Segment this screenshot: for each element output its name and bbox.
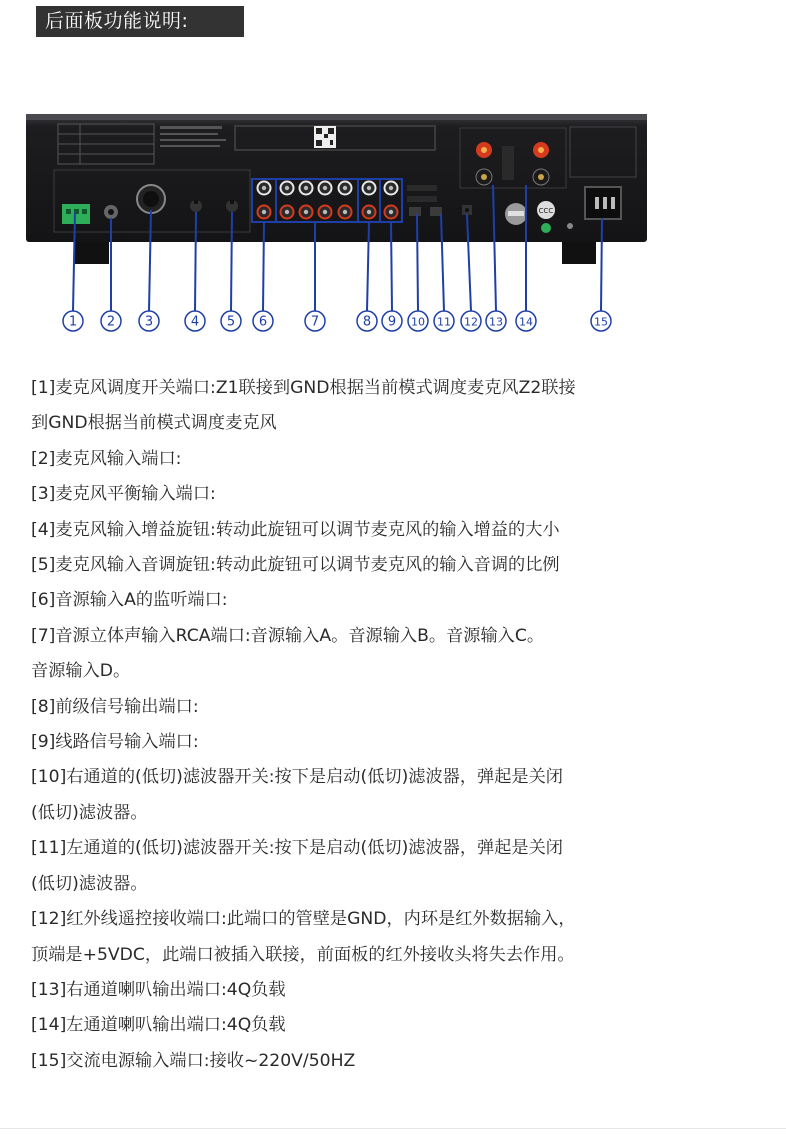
- callout-number: 6: [258, 314, 268, 330]
- callout-number: 4: [190, 314, 200, 330]
- rear-panel-diagram: [0, 60, 786, 350]
- xlr-balanced-input: [137, 185, 165, 213]
- desc-line: [4]麦克风输入增益旋钮:转动此旋钮可以调节麦克风的输入增益的大小: [31, 519, 560, 540]
- callout-leader-line: [195, 212, 196, 311]
- callout-number: 11: [437, 315, 451, 329]
- tone-knob: [226, 200, 238, 212]
- desc-line: [12]红外线遥控接收端口:此端口的管壁是GND，内环是红外数据输入，: [31, 909, 576, 930]
- svg-text:CCC: CCC: [538, 207, 554, 215]
- desc-line: [14]左通道喇叭输出端口:4Q负载: [31, 1015, 286, 1036]
- callout-leader-line: [231, 212, 232, 311]
- desc-line: [6]音源输入A的监听端口:: [31, 590, 228, 611]
- callout-number: 9: [387, 314, 397, 330]
- desc-line: [8]前级信号输出端口:: [31, 696, 199, 717]
- callout-leader-line: [417, 214, 418, 311]
- gain-knob: [190, 200, 202, 212]
- desc-line: 到GND根据当前模式调度麦克风: [31, 413, 277, 434]
- desc-line: 音源输入D。: [31, 661, 131, 682]
- fuse-holder: [505, 203, 527, 225]
- callout-leader-line: [601, 218, 602, 311]
- callout-leader-line: [263, 222, 264, 311]
- desc-line: [15]交流电源输入端口:接收~220V/50HZ: [31, 1050, 356, 1071]
- footer-divider: [0, 1128, 786, 1129]
- callout-number: 13: [489, 315, 503, 329]
- callout-number: 15: [594, 315, 608, 329]
- desc-line: [10]右通道的(低切)滤波器开关:按下是启动(低切)滤波器，弹起是关闭: [31, 767, 563, 788]
- desc-line: (低切)滤波器。: [31, 873, 148, 894]
- page-title: 后面板功能说明:: [36, 6, 244, 37]
- callout-number: 2: [106, 314, 116, 330]
- callout-number: 3: [144, 314, 154, 330]
- callout-number: 10: [411, 315, 425, 329]
- desc-line: (低切)滤波器。: [31, 802, 148, 823]
- desc-line: [13]右通道喇叭输出端口:4Q负载: [31, 979, 286, 1000]
- callout-number: 7: [310, 314, 320, 330]
- qr-code-icon: [314, 126, 336, 148]
- desc-line: [2]麦克风输入端口:: [31, 448, 182, 469]
- ir-remote-jack: [462, 205, 472, 215]
- callout-number: 14: [519, 315, 533, 329]
- callout-number: 5: [226, 314, 236, 330]
- callout-number: 8: [362, 314, 372, 330]
- callout-number: 1: [68, 314, 78, 330]
- desc-line: [11]左通道的(低切)滤波器开关:按下是启动(低切)滤波器，弹起是关闭: [31, 838, 563, 859]
- desc-line: [3]麦克风平衡输入端口:: [31, 484, 216, 505]
- callout-number: 12: [464, 315, 478, 329]
- desc-line: 顶端是+5VDC，此端口被插入联接，前面板的红外接收头将失去作用。: [31, 944, 575, 965]
- ccc-mark-icon: [537, 201, 555, 219]
- function-description-list: [31, 371, 751, 1079]
- desc-line: [9]线路信号输入端口:: [31, 732, 199, 753]
- desc-line: [5]麦克风输入音调旋钮:转动此旋钮可以调节麦克风的输入音调的比例: [31, 555, 560, 576]
- desc-line: [1]麦克风调度开关端口:Z1联接到GND根据当前模式调度麦克风Z2联接: [31, 378, 576, 398]
- desc-line: [7]音源立体声输入RCA端口:音源输入A。音源输入B。音源输入C。: [31, 625, 545, 646]
- callout-leader-line: [391, 222, 392, 311]
- mic-input-jack: [104, 205, 118, 219]
- mic-paging-terminal: [62, 204, 90, 224]
